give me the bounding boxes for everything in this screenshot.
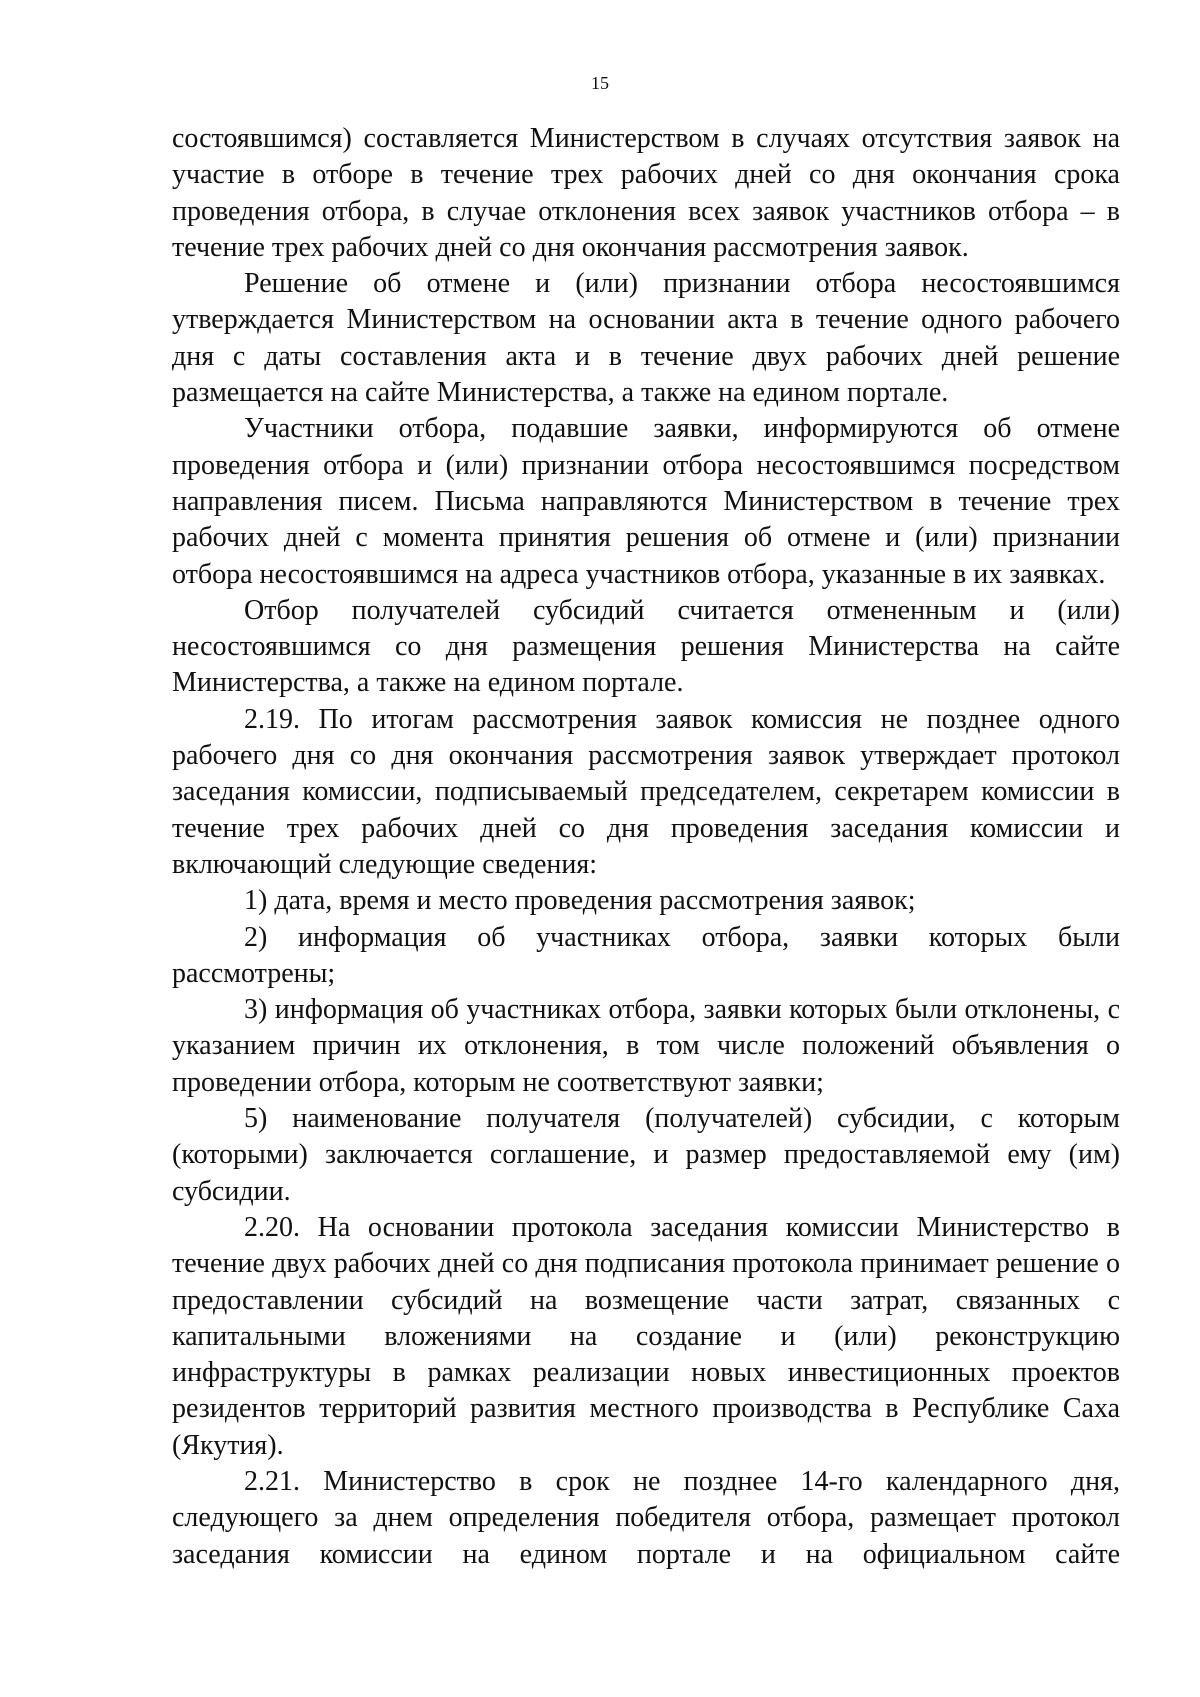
paragraph-2-19: 2.19. По итогам рассмотрения заявок комиссия не позднее одного рабочего дня со дня окончания рассмотрения заявок утверждает протокол заседания комиссии, подписываемый председателем, секретарем комиссии в течение трех рабочих дней со дня проведения заседания комиссии и включающий следующие сведения: xyxy=(172,703,1120,880)
paragraph-2-21: 2.21. Министерство в срок не позднее 14-го календарного дня, следующего за днем определения победителя отбора, размещает протокол заседания комиссии на едином портале и на официальном сайте xyxy=(172,1465,1120,1570)
paragraph-participants-notification: Участники отбора, подавшие заявки, информируются об отмене проведения отбора и (или) признании отбора несостоявшимся посредством направления писем. Письма направляются Министерством в течение трех рабочих дней с момента принятия решения об отмене и (или) признании отбора несостоявшимся на адреса участников отбора, указанные в их заявках. xyxy=(172,413,1120,590)
page-number: 15 xyxy=(591,73,609,93)
paragraph-continuation: состоявшимся) составляется Министерством в случаях отсутствия заявок на участие в отборе в течение трех рабочих дней со дня окончания срока проведения отбора, в случае отклонения всех заявок участников отбора – в течение трех рабочих дней со дня окончания рассмотрения заявок. xyxy=(172,123,1120,263)
document-body xyxy=(172,121,1120,1573)
list-item-1: 1) дата, время и место проведения рассмотрения заявок; xyxy=(244,885,916,917)
paragraph-2-20: 2.20. На основании протокола заседания комиссии Министерство в течение двух рабочих дней со дня подписания протокола принимает решение о предоставлении субсидий на возмещение части затрат, связанных с капитальными вложениями на создание и (или) реконструкцию инфраструктуры в рамках реализации новых инвестиционных проектов резидентов территорий развития местного производства в Республике Саха (Якутия). xyxy=(172,1211,1120,1461)
paragraph-cancellation-decision: Решение об отмене и (или) признании отбора несостоявшимся утверждается Министерством на основании акта в течение одного рабочего дня с даты составления акта и в течение двух рабочих дней решение размещается на сайте Министерства, а также на едином портале. xyxy=(172,268,1120,409)
list-item-3: 3) информация об участниках отбора, заявки которых были отклонены, с указанием причин их отклонения, в том числе положений объявления о проведении отбора, которым не соответствуют заявки; xyxy=(172,994,1120,1098)
list-item-5: 5) наименование получателя (получателей) субсидии, с которым (которыми) заключается соглашение, и размер предоставляемой ему (им) субсидии. xyxy=(172,1103,1120,1207)
list-item-2: 2) информация об участниках отбора, заявки которых были рассмотрены; xyxy=(172,921,1120,989)
paragraph-selection-cancelled: Отбор получателей субсидий считается отмененным и (или) несостоявшимся со дня размещения решения Министерства на сайте Министерства, а также на едином портале. xyxy=(172,594,1120,699)
